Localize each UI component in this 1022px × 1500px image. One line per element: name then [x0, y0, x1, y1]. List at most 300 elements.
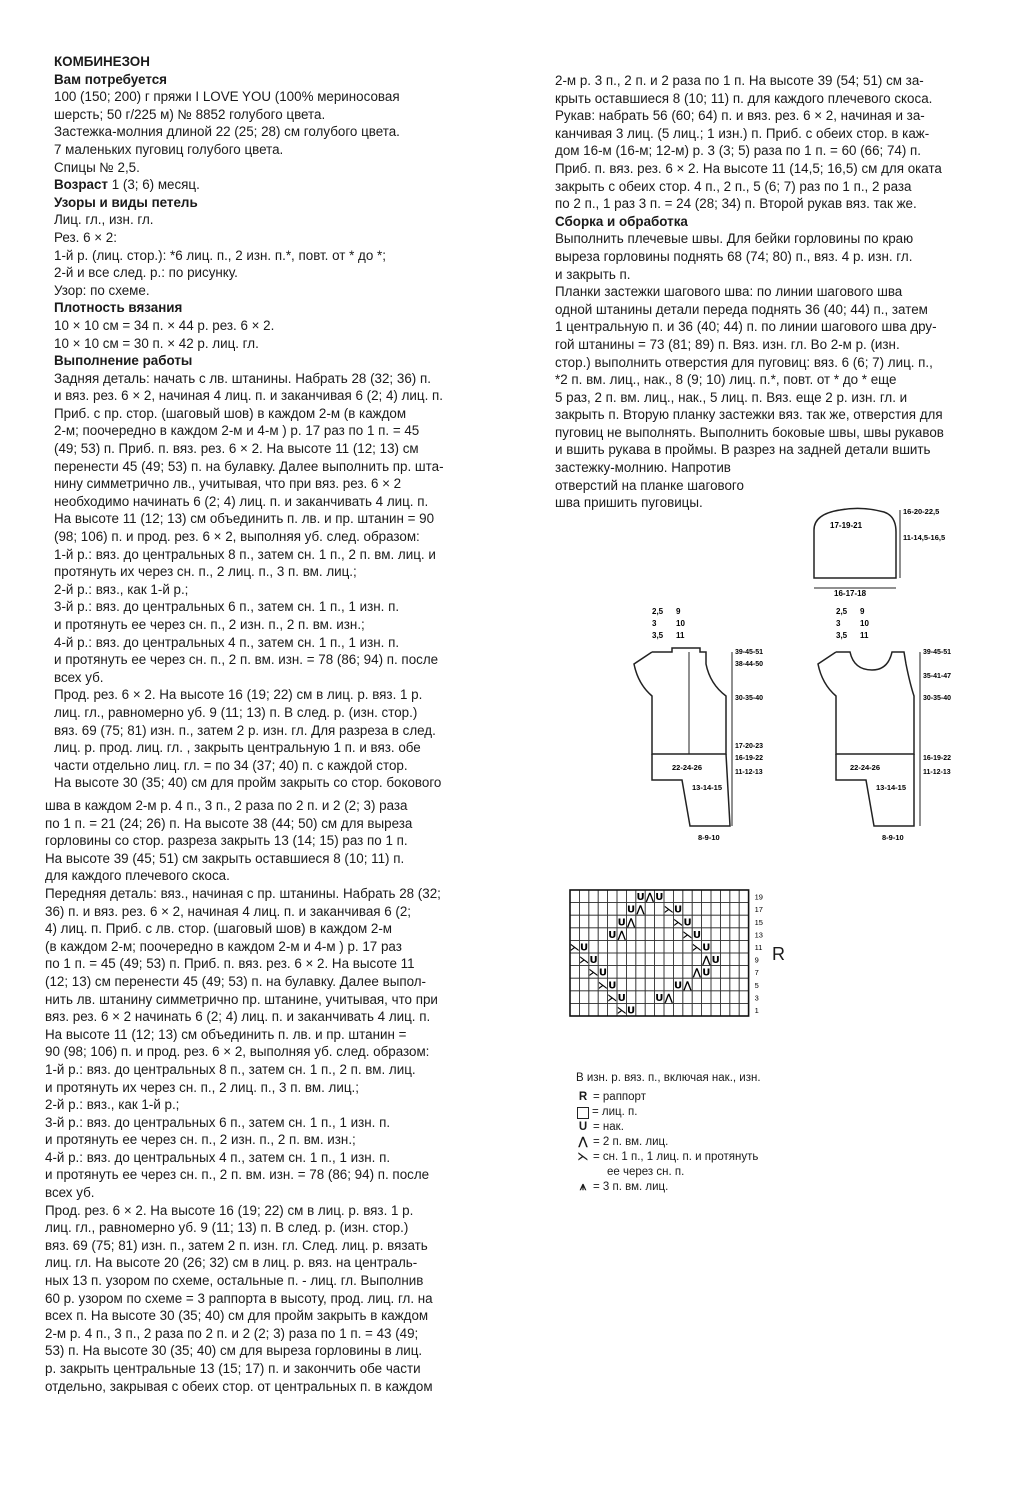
chart-cell	[579, 978, 588, 991]
text-line: застежку-молнию. Напротив	[555, 460, 731, 476]
text-line: Спицы № 2,5.	[54, 159, 140, 175]
legend-symbol-icon: ⋋	[577, 1151, 589, 1163]
text-line: 3-й р.: вяз. до центральных 6 п., затем сн. 1 п., 1 изн. п.	[45, 1114, 391, 1130]
text-line: Передняя деталь: вяз., начиная с пр. штанины. Набрать 28 (32;	[45, 885, 441, 901]
front-top-left-2: 3	[836, 619, 841, 628]
back-top-right-2: 10	[676, 619, 685, 628]
chart-stitch-symbol: U	[617, 992, 626, 1004]
chart-cell	[739, 903, 748, 916]
text-line: *2 п. вм. лиц., нак., 8 (9; 10) лиц. п.*, повт. от * до * еще	[555, 372, 897, 388]
text-line: ных 13 п. узором по схеме, остальные п. - лиц. гл. Выполнив	[45, 1273, 424, 1289]
text-line: лиц. гл. На высоте 20 (26; 32) см в лиц. р. вяз. на централь-	[45, 1255, 418, 1271]
chart-stitch-symbol: U	[580, 942, 589, 954]
chart-stitch-symbol: U	[674, 904, 683, 916]
chart-cell	[683, 1003, 692, 1016]
text-line: На высоте 11 (12; 13) см объединить п. лв. и пр. штанин = 90	[54, 511, 435, 527]
back-leg-label: 13-14-15	[692, 783, 723, 792]
chart-cell	[655, 953, 664, 966]
text-line: 2-м; поочередно в каждом 2-м и 4-м ) р. 17 раз по 1 п. = 45	[54, 423, 420, 439]
text-line: Выполнить плечевые швы. Для бейки горловины по краю	[555, 231, 914, 247]
legend-text: = 2 п. вм. лиц.	[593, 1136, 669, 1148]
chart-stitch-symbol: ⋋	[607, 992, 618, 1004]
text-line: и закрыть п.	[555, 266, 631, 282]
chart-cell	[730, 966, 739, 979]
chart-cell	[720, 1003, 729, 1016]
text-line: всех п. На высоте 30 (35; 40) см для пройм закрыть в каждом	[45, 1308, 429, 1324]
chart-cell	[730, 890, 739, 903]
text-line: по 1 п. = 21 (24; 26) п. На высоте 38 (44; 50) см для выреза	[45, 815, 413, 831]
text-line: КОМБИНЕЗОН	[54, 54, 150, 69]
chart-stitch-symbol: ⋋	[663, 904, 674, 916]
text-line: (в каждом 2-м; поочередно в каждом 2-м и 4-м ) р. 17 раз	[45, 938, 402, 954]
chart-stitch-symbol: U	[636, 892, 645, 904]
chart-row-number: 5	[754, 980, 759, 990]
chart-cell	[655, 915, 664, 928]
chart-cell	[673, 991, 682, 1004]
chart-cell	[664, 978, 673, 991]
chart-cell	[636, 978, 645, 991]
chart-cell	[589, 890, 598, 903]
text-line: стор.) выполнить отверстия для пуговиц: вяз. 6 (6; 7) лиц. п.,	[555, 354, 933, 370]
chart-row-number: 13	[754, 930, 763, 940]
chart-cell	[702, 1003, 711, 1016]
chart-stitch-symbol: ⋀	[702, 955, 711, 967]
chart-cell	[702, 915, 711, 928]
chart-cell	[570, 903, 579, 916]
knitting-pattern-chart	[566, 888, 766, 1028]
chart-cell	[626, 991, 635, 1004]
chart-cell	[720, 966, 729, 979]
chart-cell	[692, 1003, 701, 1016]
text-line: Задняя деталь: начать с лв. штанины. Набрать 28 (32; 36) п.	[54, 370, 431, 386]
back-right-1: 39-45-51	[735, 649, 764, 656]
text-line: по 1 п. = 45 (49; 53) п. Приб. п. вяз. рез. 6 × 2. На высоте 11	[45, 956, 415, 972]
back-top-left-2: 3	[652, 619, 657, 628]
text-line: и протянуть ее через сн. п., 2 изн. п., 2 п. вм. изн.;	[45, 1132, 356, 1148]
chart-cell	[730, 991, 739, 1004]
chart-cell	[739, 940, 748, 953]
chart-cell	[579, 991, 588, 1004]
chart-cell	[598, 940, 607, 953]
chart-cell	[739, 966, 748, 979]
text-line: Лиц. гл., изн. гл.	[54, 212, 154, 228]
text-line: (98; 106) п. и прод. рез. 6 × 2, выполняя уб. след. образом:	[54, 529, 420, 545]
legend-intro: В изн. р. вяз. п., включая нак., изн.	[576, 1072, 761, 1084]
chart-stitch-symbol: ⋀	[683, 980, 692, 992]
chart-cell	[683, 966, 692, 979]
chart-cell	[664, 915, 673, 928]
legend-item	[576, 1105, 761, 1120]
chart-cell	[655, 1003, 664, 1016]
text-line: протянуть их через сн. п., 2 лиц. п., 3 п. вм. лиц.;	[54, 564, 357, 580]
chart-cell	[664, 940, 673, 953]
back-right-3: 30-35-40	[735, 695, 764, 702]
chart-stitch-symbol: ⋋	[597, 980, 608, 992]
chart-cell	[645, 940, 654, 953]
text-line: 60 р. узором по схеме = 3 раппорта в высоту, прод. лиц. гл. на	[45, 1290, 433, 1306]
chart-row-number: 19	[754, 892, 763, 902]
instructions-column-right	[555, 72, 965, 512]
chart-cell	[645, 978, 654, 991]
text-line: Сборка и обработка	[555, 213, 688, 229]
chart-cell	[579, 966, 588, 979]
chart-cell	[730, 928, 739, 941]
text-line: канчивая 3 лиц. (5 лиц.; 1 изн.) п. Приб. с обеих стор. в каж-	[555, 125, 930, 141]
text-line: 100 (150; 200) г пряжи I LOVE YOU (100% мериносовая	[54, 89, 400, 105]
chart-cell	[608, 903, 617, 916]
chart-cell	[673, 966, 682, 979]
chart-cell	[645, 903, 654, 916]
chart-stitch-symbol: U	[702, 942, 711, 954]
chart-cell	[730, 915, 739, 928]
front-schematic	[814, 604, 964, 844]
chart-stitch-symbol: ⋀	[664, 992, 673, 1004]
text-line: 1-й р.: вяз. до центральных 8 п., затем сн. 1 п., 2 п. вм. лиц.	[45, 1061, 416, 1077]
text-line: вяз. 69 (75; 81) изн. п., затем 2 п. изн. гл. След. лиц. р. вязать	[45, 1237, 428, 1253]
text-line: пуговиц не выполнять. Выполнить боковые швы, швы рукавов	[555, 424, 944, 440]
text-line: закрыть п. Вторую планку застежки вяз. так же, отверстия для	[555, 407, 943, 423]
text-line: 7 маленьких пуговиц голубого цвета.	[54, 141, 284, 157]
front-leg-label: 13-14-15	[876, 783, 907, 792]
front-width-label: 22-24-26	[850, 763, 881, 772]
text-line: 10 × 10 см = 30 п. × 42 р. лиц. гл.	[54, 335, 259, 351]
chart-stitch-symbol: ⋋	[691, 942, 702, 954]
chart-row-number: 15	[754, 917, 763, 927]
chart-cell	[598, 915, 607, 928]
chart-cell	[720, 890, 729, 903]
chart-cell	[692, 915, 701, 928]
chart-cell	[664, 953, 673, 966]
legend-text: = 3 п. вм. лиц.	[593, 1181, 669, 1193]
back-schematic	[630, 604, 770, 844]
chart-cell	[673, 1003, 682, 1016]
chart-cell	[645, 928, 654, 941]
chart-cell	[702, 928, 711, 941]
back-hem-label: 8-9-10	[698, 833, 720, 842]
text-line: Прод. рез. 6 × 2. На высоте 16 (19; 22) см в лиц. р. вяз. 1 р.	[45, 1202, 414, 1218]
chart-cell	[664, 1003, 673, 1016]
chart-stitch-symbol: U	[627, 904, 636, 916]
chart-cell	[608, 1003, 617, 1016]
chart-stitch-symbol: ⋀	[617, 929, 626, 941]
legend-text: = сн. 1 п., 1 лиц. п. и протянуть	[593, 1151, 759, 1163]
text-line: 2-м р. 3 п., 2 п. и 2 раза по 1 п. На высоте 39 (54; 51) см за-	[555, 73, 924, 88]
sleeve-right-top-label: 16-20-22,5	[903, 507, 940, 516]
chart-stitch-symbol: U	[655, 992, 664, 1004]
chart-row-number: 11	[754, 943, 763, 952]
chart-cell	[711, 903, 720, 916]
chart-cell	[589, 915, 598, 928]
chart-cell	[692, 991, 701, 1004]
text-line: лиц. гл., равномерно уб. 9 (11; 13) п. В след. р. (изн. стор.)	[45, 1220, 409, 1236]
chart-cell	[617, 966, 626, 979]
text-line: Плотность вязания	[54, 300, 183, 316]
text-line: лиц. гл., равномерно уб. 9 (11; 13) п. В след. р. (изн. стор.)	[54, 704, 418, 720]
chart-cell	[720, 991, 729, 1004]
chart-cell	[617, 890, 626, 903]
text-line: и вшить рукава в проймы. В разрез на задней детали вшить	[555, 442, 931, 458]
text-line: Рез. 6 × 2:	[54, 229, 117, 245]
instructions-column-left-top	[54, 53, 494, 792]
text-line: перенести 45 (49; 53) п. на булавку. Далее выполнить пр. шта-	[54, 458, 444, 474]
chart-cell	[636, 991, 645, 1004]
chart-cell	[739, 953, 748, 966]
front-right-4: 16-19-22	[923, 755, 952, 762]
chart-cell	[617, 903, 626, 916]
text-line: 4-й р.: вяз. до центральных 4 п., затем сн. 1 п., 1 изн. п.	[54, 634, 400, 650]
chart-cell	[739, 928, 748, 941]
front-right-1: 39-45-51	[923, 649, 952, 656]
chart-cell	[692, 953, 701, 966]
text-line: 90 (98; 106) п. и прод. рез. 6 × 2, выполняя уб. след. образом:	[45, 1044, 430, 1060]
text-line: одной штанины детали переда поднять 36 (40; 44) п., затем	[555, 301, 928, 317]
text-line: 1-й р.: вяз. до центральных 8 п., затем сн. 1 п., 2 п. вм. лиц. и	[54, 546, 436, 562]
text-line: нить лв. штанину симметрично пр. штанине, учитывая, что при	[45, 991, 438, 1007]
text-line: Вам потребуется	[54, 71, 167, 87]
front-right-2: 35-41-47	[923, 673, 952, 680]
chart-cell	[617, 940, 626, 953]
chart-cell	[589, 991, 598, 1004]
legend-text: = раппорт	[593, 1091, 646, 1103]
text-line: (49; 53) п. Приб. п. вяз. рез. 6 × 2. На высоте 11 (12; 13) см	[54, 441, 419, 457]
chart-cell	[636, 940, 645, 953]
chart-cell	[626, 928, 635, 941]
text-line: 2-м р. 4 п., 3 п., 2 раза по 2 п. и 2 (2; 3) раза по 1 п. = 43 (49;	[45, 1325, 419, 1341]
chart-cell	[579, 903, 588, 916]
front-right-3: 30-35-40	[923, 695, 952, 702]
chart-row-number: 1	[754, 1006, 759, 1015]
text-line: 2-й р.: вяз., как 1-й р.;	[45, 1097, 180, 1113]
text-line: всех уб.	[54, 669, 104, 685]
chart-cell	[730, 978, 739, 991]
text-line: выреза горловины поднять 68 (74; 80) п., вяз. 4 р. изн. гл.	[555, 248, 913, 264]
chart-cell	[683, 890, 692, 903]
chart-stitch-symbol: U	[598, 967, 607, 979]
text-line: 53) п. На высоте 30 (35; 40) см для выреза горловины в лиц.	[45, 1343, 423, 1359]
chart-cell	[702, 903, 711, 916]
legend-item	[576, 1120, 761, 1135]
chart-cell	[664, 890, 673, 903]
chart-cell	[570, 966, 579, 979]
text-line: 1-й р. (лиц. стор.): *6 лиц. п., 2 изн. п.*, повт. от * до *;	[54, 247, 386, 263]
chart-cell	[683, 903, 692, 916]
chart-stitch-symbol: U	[711, 955, 720, 967]
text-line: для каждого плечевого скоса.	[45, 868, 230, 884]
chart-cell	[617, 978, 626, 991]
chart-cell	[589, 903, 598, 916]
chart-cell	[692, 978, 701, 991]
text-line: и протянуть ее через сн. п., 2 п. вм. изн. = 78 (86; 94) п. после	[54, 652, 439, 668]
chart-row-number: 9	[754, 955, 759, 965]
chart-cell	[739, 978, 748, 991]
chart-cell	[702, 890, 711, 903]
text-line: Выполнение работы	[54, 353, 193, 369]
chart-cell	[720, 978, 729, 991]
front-top-right-3: 11	[860, 631, 869, 640]
legend-items	[576, 1090, 761, 1195]
sleeve-top-label: 17-19-21	[830, 521, 863, 530]
chart-cell	[598, 953, 607, 966]
text-line: Рукав: набрать 56 (60; 64) п. и вяз. рез. 6 × 2, начиная и за-	[555, 108, 925, 124]
text-line: и вяз. рез. 6 × 2, начиная 4 лиц. п. и заканчивая 6 (2; 4) лиц. п.	[54, 388, 443, 404]
text-line: Приб. с пр. стор. (шаговый шов) в каждом 2-м (в каждом	[54, 405, 407, 421]
chart-stitch-symbol: U	[702, 967, 711, 979]
chart-cell	[655, 928, 664, 941]
text-line: горловины со стор. разреза закрыть 13 (14; 15) раз по 1 п.	[45, 833, 408, 849]
text-line: закрыть с обеих стор. 4 п., 2 п., 5 (6; 7) раз по 1 п., 2 раза	[555, 178, 912, 194]
chart-cell	[711, 978, 720, 991]
chart-cell	[570, 928, 579, 941]
chart-cell	[570, 978, 579, 991]
text-line: вяз. 69 (75; 81) изн. п., затем 2 р. изн. гл. Для разреза в след.	[54, 722, 436, 738]
chart-cell	[655, 966, 664, 979]
chart-cell	[579, 928, 588, 941]
chart-cell	[664, 966, 673, 979]
back-top-left-3: 3,5	[652, 631, 664, 640]
chart-cell	[711, 991, 720, 1004]
chart-stitch-symbol: U	[692, 929, 701, 941]
chart-cell	[579, 1003, 588, 1016]
chart-cell	[598, 991, 607, 1004]
text-line: Застежка-молния длиной 22 (25; 28) см голубого цвета.	[54, 124, 400, 140]
text-line: 5 раз, 2 п. вм. лиц., нак., 5 лиц. п. Вяз. еще 2 р. изн. гл. и	[555, 389, 908, 405]
text-line: гой штанины = 73 (81; 89) п. Вяз. изн. гл. Во 2-м р. (изн.	[555, 336, 900, 352]
text-line: части отдельно лиц. гл. = по 34 (37; 40) п. с каждой стор.	[54, 757, 408, 773]
sleeve-right-mid-label: 11-14,5-16,5	[903, 533, 946, 542]
chart-cell	[673, 890, 682, 903]
chart-cell	[711, 928, 720, 941]
chart-cell	[636, 966, 645, 979]
text-line: нину симметрично лв., учитывая, что при вяз. рез. 6 × 2	[54, 476, 402, 492]
instructions-column-left-bottom	[45, 797, 485, 1395]
legend-item	[576, 1090, 761, 1105]
chart-cell	[720, 928, 729, 941]
front-top-left-1: 2,5	[836, 607, 848, 616]
back-top-right-1: 9	[676, 607, 681, 616]
legend-item	[576, 1150, 761, 1165]
chart-cell	[673, 940, 682, 953]
text-line: 36) п. и вяз. рез. 6 × 2, начиная 4 лиц. п. и заканчивая 6 (2;	[45, 903, 412, 919]
chart-stitch-symbol: U	[608, 929, 617, 941]
chart-cell	[711, 890, 720, 903]
chart-cell	[673, 953, 682, 966]
chart-cell	[645, 953, 654, 966]
chart-cell	[636, 928, 645, 941]
chart-stitch-symbol: U	[589, 955, 598, 967]
chart-cell	[655, 940, 664, 953]
chart-stitch-symbol: ⋋	[682, 929, 693, 941]
chart-cell	[739, 915, 748, 928]
text-line: На высоте 30 (35; 40) см для пройм закрыть со стор. бокового	[54, 775, 442, 791]
chart-cell	[626, 953, 635, 966]
chart-stitch-symbol: ⋋	[579, 955, 590, 967]
chart-cell	[692, 890, 701, 903]
chart-cell	[655, 903, 664, 916]
legend-item	[576, 1165, 761, 1180]
chart-cell	[598, 1003, 607, 1016]
chart-cell	[645, 966, 654, 979]
chart-row-number: 7	[754, 968, 759, 978]
chart-cell	[579, 890, 588, 903]
chart-stitch-symbol: ⋀	[645, 892, 655, 904]
chart-cell	[730, 940, 739, 953]
text-line: всех уб.	[45, 1185, 95, 1201]
chart-cell	[711, 940, 720, 953]
chart-cell	[626, 940, 635, 953]
chart-cell	[702, 991, 711, 1004]
chart-cell	[739, 890, 748, 903]
chart-cell	[598, 903, 607, 916]
chart-cell	[570, 890, 579, 903]
text-line: 4-й р.: вяз. до центральных 4 п., затем сн. 1 п., 1 изн. п.	[45, 1149, 391, 1165]
chart-stitch-symbol: U	[617, 917, 626, 929]
text-line: 2-й р.: вяз., как 1-й р.;	[54, 581, 189, 597]
text-line: и протянуть их через сн. п., 2 лиц. п., 3 п. вм. лиц.;	[45, 1079, 359, 1095]
chart-cell	[570, 915, 579, 928]
text-line: 4) лиц. п. Приб. с лв. стор. (шаговый шов) в каждом 2-м	[45, 921, 392, 937]
chart-cell	[645, 991, 654, 1004]
chart-cell	[683, 940, 692, 953]
chart-cell	[589, 978, 598, 991]
text-line: 3-й р.: вяз. до центральных 6 п., затем сн. 1 п., 1 изн. п.	[54, 599, 400, 615]
chart-stitch-symbol: ⋀	[636, 904, 645, 916]
chart-legend	[576, 1071, 761, 1195]
chart-stitch-symbol: U	[674, 980, 683, 992]
text-line: по 2 п., 1 раз 3 п. = 24 (28; 34) п. Второй рукав вяз. так же.	[555, 196, 917, 212]
text-line: Возраст 1 (3; 6) месяц.	[54, 177, 200, 193]
chart-cell	[711, 915, 720, 928]
chart-cell	[720, 915, 729, 928]
chart-cell	[617, 953, 626, 966]
legend-text: = нак.	[593, 1121, 624, 1133]
chart-stitch-symbol: U	[627, 1005, 636, 1017]
text-line: 1 центральную п. и 36 (40; 44) п. по линии шагового шва дру-	[555, 319, 937, 335]
chart-stitch-symbol: ⋋	[673, 917, 684, 929]
text-line: дом 16-м (16-м; 12-м) р. 3 (3; 5) раза по 1 п. = 60 (66; 74) п.	[555, 143, 922, 159]
text-line: На высоте 11 (12; 13) см объединить п. лв. и пр. штанин =	[45, 1026, 407, 1042]
legend-item	[576, 1180, 761, 1195]
chart-cell	[739, 991, 748, 1004]
chart-cell	[730, 953, 739, 966]
text-line: необходимо начинать 6 (2; 4) лиц. п. и заканчивать 4 лиц. п.	[54, 493, 429, 509]
chart-cell	[570, 953, 579, 966]
text-line: крыть оставшиеся 8 (10; 11) п. для каждого плечевого скоса.	[555, 90, 933, 106]
front-hem-label: 8-9-10	[882, 833, 904, 842]
front-right-5: 11-12-13	[923, 769, 951, 776]
chart-cell	[626, 978, 635, 991]
text-line: шерсть; 50 г/225 м) № 8852 голубого цвета.	[54, 106, 326, 122]
chart-cell	[608, 953, 617, 966]
text-line: лиц. р. прод. лиц. гл. , закрыть центральную 1 п. и вяз. обе	[54, 740, 421, 756]
chart-stitch-symbol: ⋋	[588, 967, 599, 979]
chart-row-number: 17	[754, 905, 763, 915]
text-line: шва пришить пуговицы.	[555, 495, 703, 511]
text-line: шва в каждом 2-м р. 4 п., 3 п., 2 раза по 2 п. и 2 (2; 3) раза	[45, 798, 408, 813]
chart-cell	[589, 1003, 598, 1016]
back-top-left-1: 2,5	[652, 607, 664, 616]
chart-cell	[692, 903, 701, 916]
chart-stitch-symbol: ⋋	[569, 942, 580, 954]
chart-stitch-symbol: U	[608, 980, 617, 992]
text-line: На высоте 39 (45; 51) см закрыть оставшиеся 8 (10; 11) п.	[45, 850, 405, 866]
chart-cell	[655, 978, 664, 991]
front-top-left-3: 3,5	[836, 631, 848, 640]
chart-cell	[645, 915, 654, 928]
chart-cell	[570, 1003, 579, 1016]
legend-symbol-icon: ⋀	[578, 1136, 588, 1148]
back-right-6: 11-12-13	[735, 769, 763, 776]
sleeve-schematic	[800, 500, 960, 600]
